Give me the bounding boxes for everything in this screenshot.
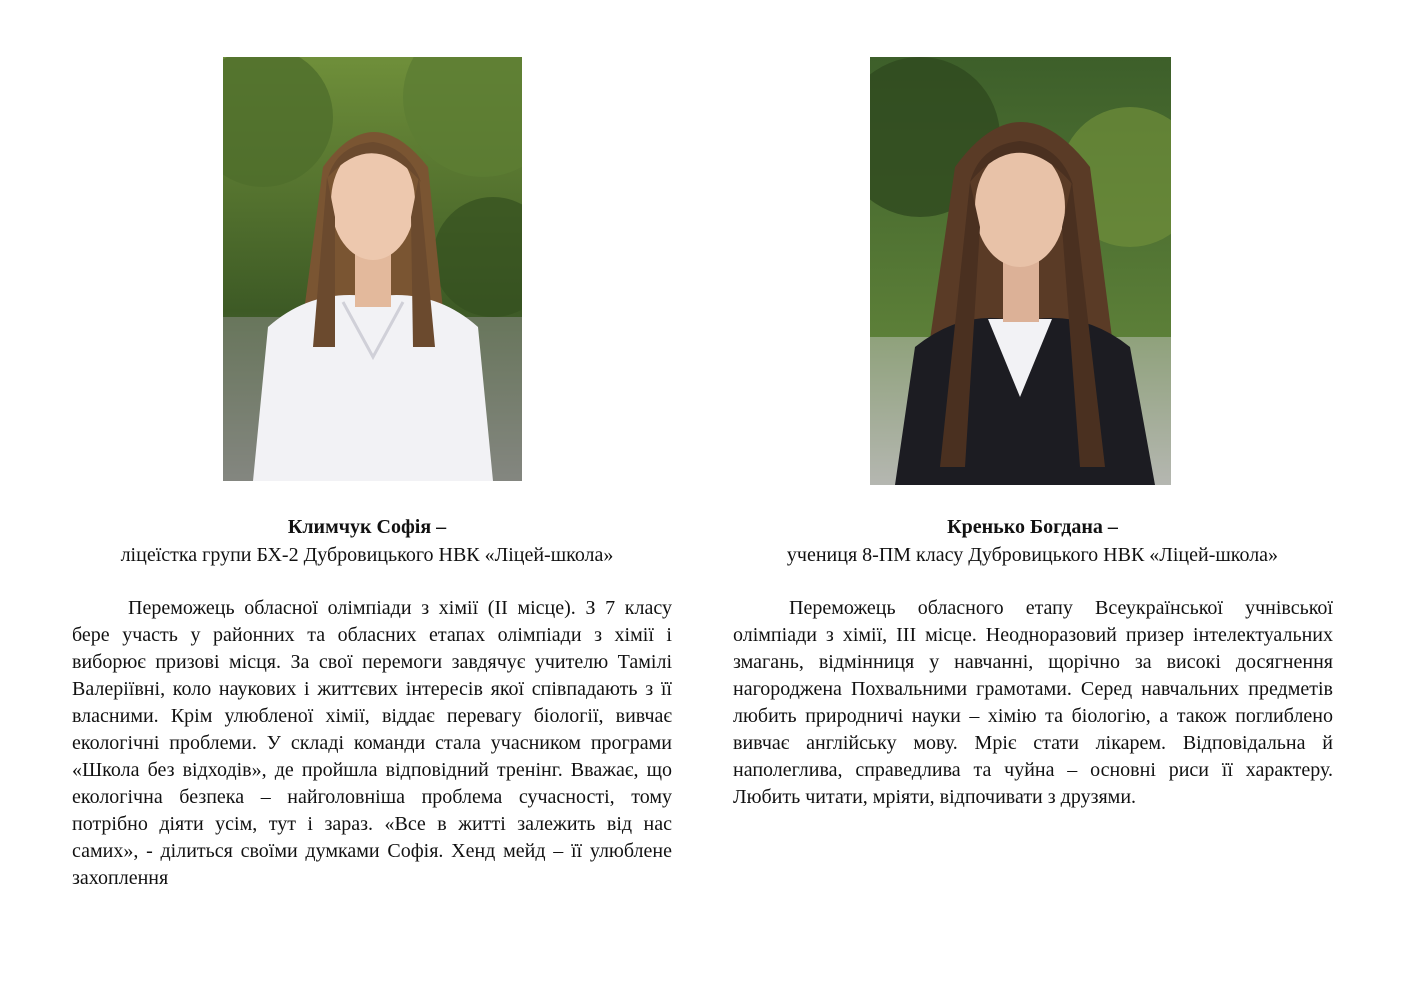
student-name: Климчук Софія – xyxy=(287,516,447,538)
student-bio-left: Переможець обласної олімпіади з хімії (ІІ місце). З 7 класу бере участь у районних та обласних етапах олімпіади з хімії і виборює призові місця. За свої перемоги завдячує учителю Тамілі Валеріївні, коло наукових і життєвих інтересів якої співпадають з її власними. Крім улюбленої хімії, віддає перевагу біології, вивчає екологічні проблеми. У складі команди стала учасником програми «Школа без відходів», де пройшла відповідний тренінг. Вважає, що екологічна безпека – найголовніша проблема сучасності, тому потрібно діяти усім, тут і зараз. «Все в житті залежить від нас самих», - ділиться своїми думками Софія. Хенд мейд – її улюблене захоплення xyxy=(72,597,672,889)
student-name: Кренько Богдана – xyxy=(947,516,1118,538)
student-role: учениця 8-ПМ класу Дубровицького НВК «Ліцей-школа» xyxy=(786,544,1279,566)
profile-heading-left xyxy=(62,513,672,569)
portrait-photo-klymchuk xyxy=(223,57,522,481)
portrait-photo-krenko xyxy=(870,57,1171,485)
portrait-image xyxy=(223,57,522,481)
portrait-image xyxy=(870,57,1171,485)
student-role: ліцеїстка групи БХ-2 Дубровицького НВК «Ліцей-школа» xyxy=(120,544,614,566)
student-bio-right: Переможець обласного етапу Всеукраїнської учнівської олімпіади з хімії, ІІІ місце. Неодноразовий призер інтелектуальних змагань, відмінниця у навчанні, щорічно за високі досягнення нагороджена Похвальними грамотами. Серед навчальних предметів любить природничі науки – хімію та біологію, а також поглиблено вивчає англійську мову. Мріє стати лікарем. Відповідальна й наполеглива, справедлива та чуйна – основні риси її характеру. Любить читати, мріяти, відпочивати з друзями. xyxy=(733,597,1333,808)
profile-heading-right xyxy=(720,513,1345,569)
